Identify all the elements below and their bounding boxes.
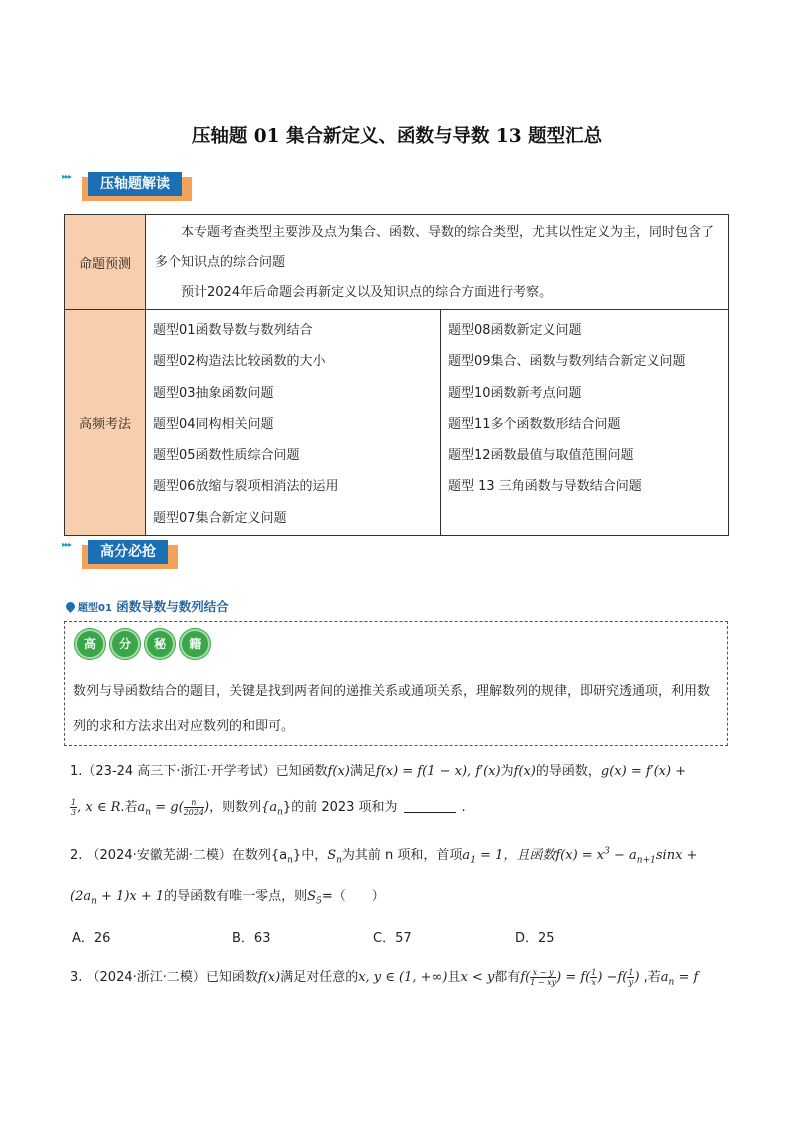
q1-fraction bbox=[184, 798, 204, 817]
prediction-cell bbox=[146, 215, 729, 310]
badge-icon: 秘 bbox=[145, 629, 175, 659]
type-prefix: 题型01 bbox=[78, 603, 112, 614]
frac-num: 1 bbox=[591, 968, 597, 977]
q2-text: 为其前 n 项和，首项 bbox=[341, 848, 463, 863]
q3-text: ,若 bbox=[639, 970, 661, 985]
q3-text: 都有 bbox=[494, 970, 521, 985]
option-d[interactable]: D．25 bbox=[515, 931, 555, 946]
q3-math: = f bbox=[674, 970, 699, 985]
frac-den: x bbox=[591, 978, 597, 987]
q1-math: a bbox=[137, 800, 146, 815]
section-header-interpretation bbox=[62, 172, 202, 202]
type-label: 函数导数与数列结合 bbox=[116, 599, 229, 614]
q1-math: f(x) bbox=[327, 764, 350, 779]
section-label: 压轴题解读 bbox=[88, 172, 182, 196]
q1-text: 满足 bbox=[349, 764, 376, 779]
page-title: 压轴题 01 集合新定义、函数与导数 13 题型汇总 bbox=[191, 126, 603, 147]
q3-math: f bbox=[520, 970, 526, 985]
q1-math: , x ∈ R bbox=[77, 800, 121, 815]
badge-icon: 籍 bbox=[180, 629, 210, 659]
q1-text: ，则数列 bbox=[209, 800, 262, 815]
q3-math: f(x) bbox=[257, 970, 281, 985]
q1-math: f(x) bbox=[513, 764, 536, 779]
section-label: 高分必抢 bbox=[88, 540, 168, 564]
q2-math: 5 bbox=[316, 896, 322, 907]
list-item: 题型07集合新定义问题 bbox=[153, 510, 287, 526]
badge-icon: 高 bbox=[75, 629, 105, 659]
q2-math: a bbox=[462, 848, 471, 863]
q2-math: n bbox=[336, 855, 342, 866]
q3-math: = f bbox=[561, 970, 586, 985]
q1-math: n bbox=[145, 807, 152, 818]
q2-math: + 1)x + 1 bbox=[96, 889, 165, 904]
q2-text: 的导函数有唯一零点，则 bbox=[164, 889, 308, 904]
section-header-highscore bbox=[62, 540, 202, 570]
paren-open: ( bbox=[178, 800, 184, 815]
list-item: 题型01函数导数与数列结合 bbox=[153, 323, 313, 338]
types-left-list bbox=[147, 311, 439, 534]
types-right-cell bbox=[441, 310, 729, 536]
question-2-line-1 bbox=[70, 844, 697, 866]
q2-math: 1 bbox=[470, 855, 476, 866]
types-right-list bbox=[442, 311, 727, 503]
q2-math: (2a bbox=[70, 889, 92, 904]
q3-math: a bbox=[660, 970, 669, 985]
row-label-prediction: 命题预测 bbox=[65, 215, 146, 310]
row-label-frequent: 高频考法 bbox=[65, 310, 146, 536]
q2-math: n+1 bbox=[636, 855, 656, 866]
list-item: 题型06放缩与裂项相消法的运用 bbox=[153, 479, 339, 495]
q2-math: f(x) = x bbox=[555, 848, 605, 863]
question-1-line-1 bbox=[70, 760, 686, 779]
list-item: 题型 13 三角函数与导数结合问题 bbox=[448, 479, 642, 495]
q1-math: = g bbox=[151, 800, 179, 815]
list-item: 题型02构造法比较函数的大小 bbox=[153, 354, 326, 370]
q3-math: n bbox=[668, 977, 675, 988]
arrows-icon: ▸▸▸ bbox=[62, 540, 72, 549]
q3-text: 3. （2024·浙江·二模）已知函数 bbox=[70, 970, 258, 985]
question-2-line-2 bbox=[70, 885, 385, 907]
paren-open: ( bbox=[622, 970, 628, 985]
frac-num: 1 bbox=[628, 968, 634, 977]
q2-math: 3 bbox=[604, 846, 610, 857]
frac-den: 2024 bbox=[183, 808, 204, 817]
q3-text: 且 bbox=[447, 970, 461, 985]
q1-text: }的前 2023 项和为 bbox=[282, 800, 398, 815]
paren-open: ( bbox=[585, 970, 591, 985]
q2-math: n bbox=[287, 855, 293, 866]
q2-text: =（ ） bbox=[321, 889, 385, 904]
list-item: 题型12函数最值与取值范围问题 bbox=[448, 448, 634, 464]
paren-close: ) bbox=[556, 970, 562, 985]
q3-math: −f bbox=[602, 970, 623, 985]
q1-text: .若 bbox=[120, 800, 138, 815]
q2-math: = 1，且函数 bbox=[475, 848, 556, 863]
q1-math: f(x) = f(1 − x), f′(x) bbox=[375, 764, 501, 779]
q2-math: n bbox=[91, 896, 97, 907]
q1-math: n bbox=[277, 807, 283, 818]
frac-den: 1 − xy bbox=[530, 978, 557, 987]
answer-blank[interactable] bbox=[404, 800, 456, 813]
frac-num: n bbox=[184, 798, 204, 808]
q3-fraction bbox=[530, 968, 556, 987]
q3-math: x, y ∈ (1, +∞) bbox=[358, 970, 448, 985]
q2-math: S bbox=[307, 889, 317, 904]
q1-math: g(x) = f′(x) + bbox=[600, 764, 687, 779]
q1-text: . bbox=[461, 800, 466, 815]
table-row-frequent bbox=[65, 310, 729, 536]
q3-math: x < y bbox=[460, 970, 495, 985]
q2-math: − a bbox=[609, 848, 637, 863]
list-item: 题型09集合、函数与数列结合新定义问题 bbox=[448, 354, 686, 370]
paren-close: ) bbox=[634, 970, 640, 985]
q1-text: 的导函数， bbox=[535, 764, 601, 779]
types-left-cell bbox=[146, 310, 441, 536]
frac-num: 1 bbox=[71, 798, 77, 807]
q1-text: 为 bbox=[500, 764, 514, 779]
overview-table bbox=[64, 214, 729, 536]
prediction-text-2: 预计2024年后命题会再新定义以及知识点的综合方面进行考察。 bbox=[181, 285, 553, 300]
tips-badges bbox=[75, 629, 210, 659]
q1-text: 1.（23-24 高三下·浙江·开学考试）已知函数 bbox=[70, 764, 328, 779]
frac-den: 3 bbox=[71, 808, 77, 817]
list-item: 题型04同构相关问题 bbox=[153, 416, 274, 432]
tips-box bbox=[64, 621, 728, 746]
option-a[interactable]: A．26 bbox=[72, 931, 111, 946]
list-item: 题型05函数性质综合问题 bbox=[153, 448, 300, 464]
frac-den: y bbox=[628, 978, 634, 987]
option-b[interactable]: B．63 bbox=[232, 931, 271, 946]
q2-text: 2. （2024·安徽芜湖·二模）在数列{a bbox=[70, 848, 288, 863]
option-c[interactable]: C．57 bbox=[373, 931, 412, 946]
list-item: 题型10函数新考点问题 bbox=[448, 385, 582, 401]
paren-close: ) bbox=[204, 800, 210, 815]
q1-math: {a bbox=[261, 800, 278, 815]
q3-text: 满足对任意的 bbox=[280, 970, 359, 985]
question-3-line-1 bbox=[70, 966, 698, 988]
list-item: 题型03抽象函数问题 bbox=[153, 385, 274, 401]
q2-math: sinx + bbox=[655, 848, 698, 863]
list-item: 题型08函数新定义问题 bbox=[448, 323, 582, 338]
prediction-text-1: 本专题考查类型主要涉及点为集合、函数、导数的综合类型，尤其以性定义为主，同时包含了多个知识点的综合问题 bbox=[155, 225, 715, 270]
tips-text: 数列与导函数结合的题目，关键是找到两者间的递推关系或通项关系，理解数列的规律，即研究透通项，利用数列的求和方法求出对应数列的和即可。 bbox=[73, 684, 711, 734]
badge-icon: 分 bbox=[110, 629, 140, 659]
question-1-line-2 bbox=[70, 796, 466, 818]
location-pin-icon bbox=[64, 600, 77, 613]
frac-num: x − y bbox=[530, 968, 556, 978]
type-heading bbox=[66, 597, 229, 615]
q2-text: }中， bbox=[292, 848, 328, 863]
table-row-prediction bbox=[65, 215, 729, 310]
q2-math: S bbox=[327, 848, 337, 863]
paren-close: ) bbox=[597, 970, 603, 985]
paren-open: ( bbox=[525, 970, 531, 985]
list-item: 题型11多个函数数形结合问题 bbox=[448, 416, 621, 432]
arrows-icon: ▸▸▸ bbox=[62, 172, 72, 181]
